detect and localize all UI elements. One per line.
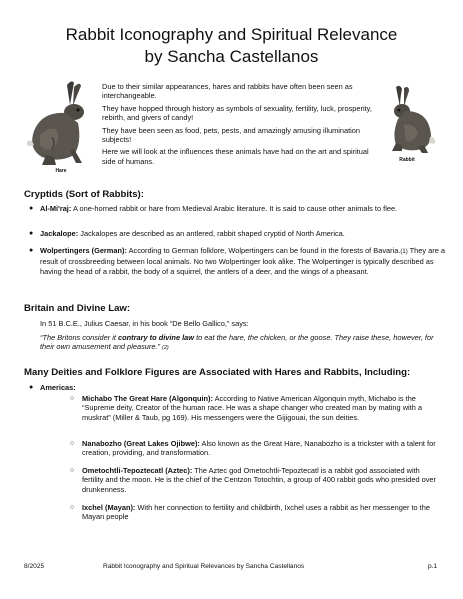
bullet-icon: ● bbox=[29, 230, 34, 237]
bullet-icon: ● bbox=[29, 205, 34, 212]
list-item bbox=[29, 246, 446, 276]
item-text: The Aztec god Ometochtli-Tepoztecatl is a rabbit god associated with fertility and the moon. He is the chief of the Centzon Totochtin, a group of 400 rabbit gods who presided over drunkenness. bbox=[82, 466, 437, 494]
item-term: Ometochtli-Tepoztecatl (Aztec): bbox=[82, 466, 193, 475]
quote-text: “The Britons consider it bbox=[40, 333, 119, 342]
hare-illustration bbox=[22, 79, 98, 171]
rabbit-illustration bbox=[378, 85, 438, 157]
circle-bullet-icon: ○ bbox=[70, 467, 75, 474]
list-item bbox=[29, 229, 445, 238]
sublist-item bbox=[70, 394, 442, 422]
footer-date: 8/2025 bbox=[24, 563, 45, 570]
item-term: Al-Mi'raj: bbox=[40, 204, 72, 213]
deities-heading: Many Deities and Folklore Figures are Associated with Hares and Rabbits, Including: bbox=[24, 367, 411, 378]
item-term: Wolpertingers (German): bbox=[40, 246, 127, 255]
caesar-quote bbox=[40, 333, 440, 354]
page-subtitle: by Sancha Castellanos bbox=[144, 47, 319, 66]
sublist-item bbox=[70, 503, 442, 522]
footer-title: Rabbit Iconography and Spiritual Relevances by Sancha Castellanos bbox=[103, 563, 305, 570]
quote-emphasis: contrary to divine law bbox=[118, 333, 195, 342]
rabbit-caption: Rabbit bbox=[399, 157, 415, 163]
citation-ref: (2) bbox=[162, 345, 169, 352]
item-text: Also known as the Great Hare, Nanabozho is a trickster with a talent for creation, providing, and transformation. bbox=[82, 439, 436, 458]
britain-intro: In 51 B.C.E., Julius Caesar, in his book “De Bello Gallico,” says: bbox=[40, 319, 249, 328]
intro-paragraph: They have hopped through history as symbols of sexuality, fertility, luck, prosperity, rebirth, and givers of candy! bbox=[102, 103, 372, 123]
item-term: Michabo The Great Hare (Algonquin): bbox=[82, 394, 213, 403]
circle-bullet-icon: ○ bbox=[70, 395, 75, 402]
bullet-icon: ● bbox=[29, 384, 34, 391]
intro-paragraph: Due to their similar appearances, hares and rabbits have often been seen as interchangeable. bbox=[102, 82, 353, 101]
sublist-item bbox=[70, 466, 442, 494]
circle-bullet-icon: ○ bbox=[70, 440, 75, 447]
cryptids-heading: Cryptids (Sort of Rabbits): bbox=[24, 189, 144, 200]
citation-ref: (1) bbox=[400, 249, 408, 255]
circle-bullet-icon: ○ bbox=[70, 504, 75, 511]
hare-caption: Hare bbox=[55, 168, 67, 174]
item-text: According to German folklore, Wolpertingers can be found in the forests of Bavaria. bbox=[128, 246, 401, 255]
list-item bbox=[29, 204, 445, 213]
bullet-icon: ● bbox=[29, 247, 34, 254]
americas-label: Americas: bbox=[40, 383, 76, 392]
item-text: Jackalopes are described as an antlered, rabbit shaped cryptid of North America. bbox=[80, 229, 345, 238]
item-text: With her connection to fertility and childbirth, Ixchel uses a rabbit as her messenger to the Mayan people bbox=[82, 503, 430, 522]
page-title: Rabbit Iconography and Spiritual Relevance bbox=[65, 25, 398, 44]
sublist-item bbox=[70, 439, 442, 458]
britain-heading: Britain and Divine Law: bbox=[24, 303, 131, 314]
item-text: They are a result of crossbreeding between local animals. No two Wolpertinger look alike. The Wolpertinger is typically described as having the head of a rabbit, the body of a squirrel, the antlers of a deer, and the wings of a pheasant. bbox=[40, 246, 446, 276]
item-term: Nanabozho (Great Lakes Ojibwe): bbox=[82, 439, 200, 448]
footer-page-number: p.1 bbox=[428, 563, 438, 570]
item-text: According to Native American Algonquin myth, Michabo is the “Supreme deity, Creator of the human race. He was a shape changer who created man by mating with a muskrat” (Miller & Taub, pg 169). His messengers were the Gijigouai, the sun deities. bbox=[82, 394, 423, 422]
quote-text: to eat the hare, the chicken, or the goose. They raise these, however, for their own amusement and pleasure.” bbox=[40, 333, 434, 352]
item-text: A one-horned rabbit or hare from Medieval Arabic literature. It is said to cause other animals to flee. bbox=[72, 204, 398, 213]
item-term: Ixchel (Mayan): bbox=[82, 503, 136, 512]
list-item bbox=[29, 383, 445, 392]
intro-paragraph: They have been seen as food, pets, pests, and amazingly amusing illumination subjects! bbox=[102, 125, 361, 145]
intro-text bbox=[102, 82, 372, 169]
item-term: Jackalope: bbox=[40, 229, 79, 238]
intro-paragraph: Here we will look at the influences these animals have had on the art and spiritual side of humans. bbox=[102, 147, 369, 166]
